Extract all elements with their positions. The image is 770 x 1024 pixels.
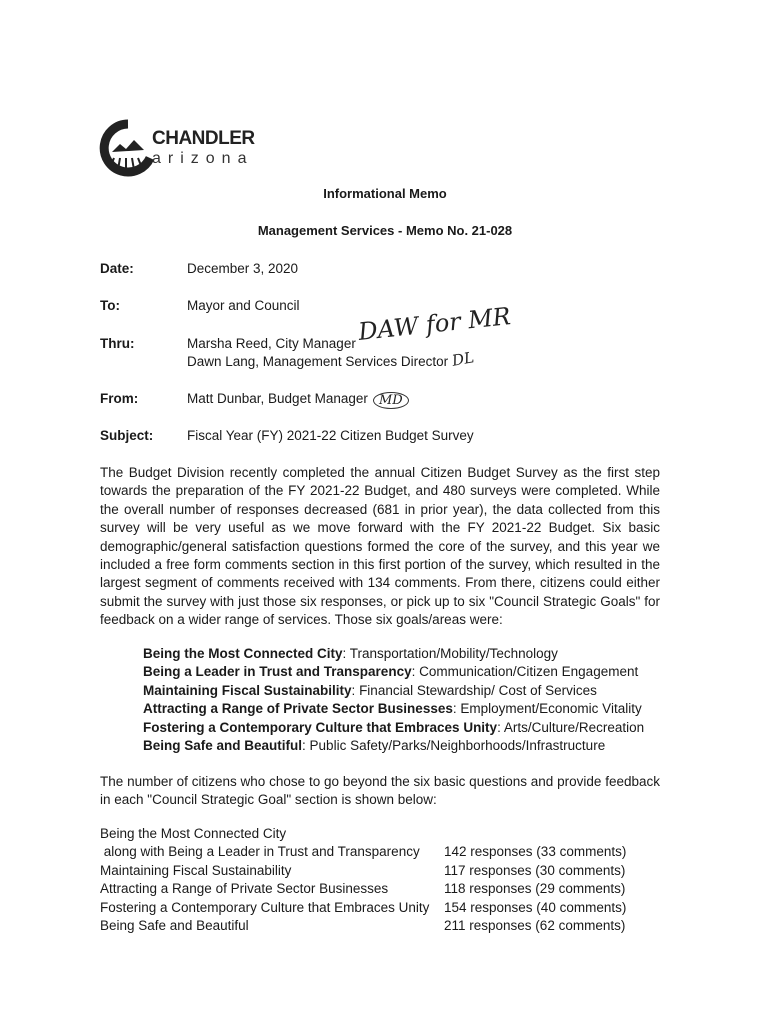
- goal-item: Being Safe and Beautiful: Public Safety/Parks/Neighborhoods/Infrastructure: [143, 738, 606, 754]
- to-label: To:: [100, 298, 120, 313]
- from-value: Matt Dunbar, Budget Manager: [187, 391, 368, 406]
- goal-item: Being the Most Connected City: Transportation/Mobility/Technology: [143, 646, 558, 661]
- subject-label: Subject:: [100, 428, 154, 443]
- body-paragraph-2: The number of citizens who chose to go beyond the six basic questions and provide feedback in each "Council Strategic Goal" section is shown below:: [100, 774, 660, 808]
- date-label: Date:: [100, 261, 134, 276]
- subject-value: Fiscal Year (FY) 2021-22 Citizen Budget Survey: [187, 428, 474, 443]
- logo-name: CHANDLER: [152, 128, 255, 149]
- thru-value-2: Dawn Lang, Management Services Director: [187, 354, 449, 369]
- stats-row: Being Safe and Beautiful 211 responses (62 comments): [100, 917, 626, 933]
- logo-subtitle: arizona: [152, 150, 254, 167]
- stats-row: Fostering a Contemporary Culture that Embraces Unity 154 responses (40 comments): [100, 899, 627, 915]
- date-value: December 3, 2020: [187, 261, 299, 276]
- goal-item: Attracting a Range of Private Sector Businesses: Employment/Economic Vitality: [143, 701, 642, 717]
- goal-item: Being a Leader in Trust and Transparency: Communication/Citizen Engagement: [143, 664, 639, 680]
- stats-table: [100, 825, 640, 935]
- goal-item: Maintaining Fiscal Sustainability: Financial Stewardship/ Cost of Services: [143, 682, 597, 698]
- memo-title: Informational Memo: [323, 186, 447, 201]
- goals-list: [143, 645, 644, 755]
- memo-number: Management Services - Memo No. 21-028: [257, 223, 513, 238]
- to-value: Mayor and Council: [187, 298, 300, 313]
- handwritten-dl-initials: DL: [450, 348, 476, 370]
- from-label: From:: [100, 391, 139, 406]
- handwritten-thru-note: DAW for MR: [356, 302, 513, 346]
- thru-label: Thru:: [100, 336, 135, 351]
- body-paragraph-1: The Budget Division recently completed the annual Citizen Budget Survey as the first step towards the preparation of the FY 2021-22 Budget, and 480 surveys were completed. While the overall number of responses decreased (681 in prior year), the data collected from this survey will be very useful as we move forward with the FY 2021-22 Budget. Six basic demographic/general satisfaction questions formed the core of the survey, and this year we included a free form comments section in this first portion of the survey, which resulted in the largest segment of comments received with 134 comments. From there, citizens could either submit the survey with just those six responses, or pick up to six "Council Strategic Goals" for feedback on a wider range of services. Those six goals/areas were:: [100, 465, 660, 628]
- stats-row: Maintaining Fiscal Sustainability 117 responses (30 comments): [100, 862, 626, 878]
- stats-row: Being the Most Connected City: [100, 826, 287, 841]
- thru-value-1: Marsha Reed, City Manager: [187, 336, 356, 351]
- handwritten-md-initials: MD: [373, 392, 409, 409]
- goal-item: Fostering a Contemporary Culture that Embraces Unity: Arts/Culture/Recreation: [143, 719, 645, 735]
- stats-row: along with Being a Leader in Trust and Transparency 142 responses (33 comments): [100, 844, 627, 860]
- stats-row: Attracting a Range of Private Sector Businesses 118 responses (29 comments): [100, 881, 626, 897]
